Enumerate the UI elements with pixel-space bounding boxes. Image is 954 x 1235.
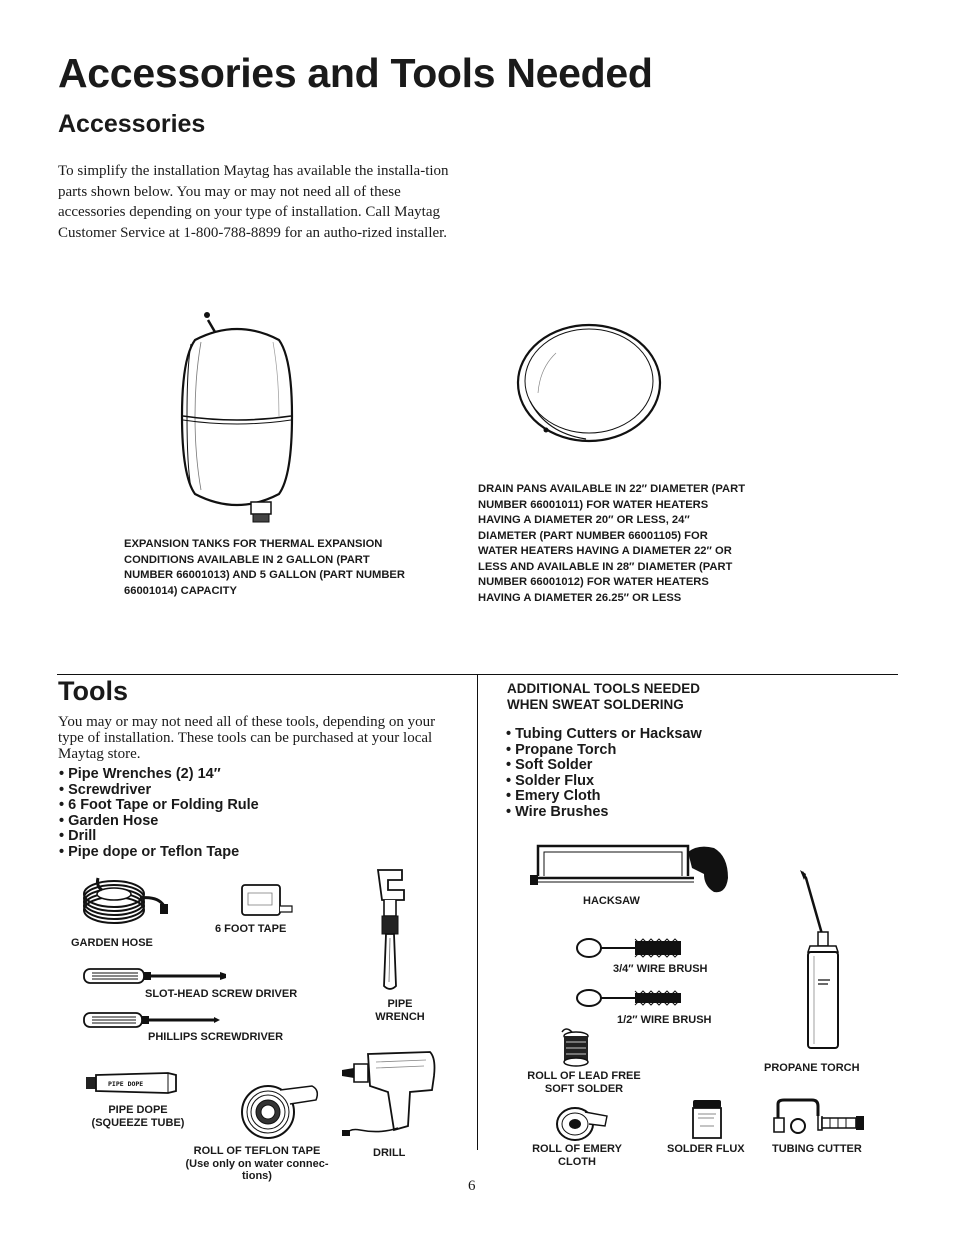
drain-pan-icon [516,323,662,445]
list-item: • Wire Brushes [506,805,702,821]
pipe-wrench-icon [374,866,414,992]
brush-34-label: 3/4″ WIRE BRUSH [613,963,708,975]
propane-torch-label: PROPANE TORCH [764,1062,860,1074]
list-item: • Tubing Cutters or Hacksaw [506,727,702,743]
emery-cloth-label [529,1143,625,1168]
hacksaw-label: HACKSAW [583,895,640,907]
list-item: • Screwdriver [59,783,259,799]
wire-brush-large-icon [575,936,685,960]
additional-heading-line: WHEN SWEAT SOLDERING [507,696,684,712]
list-item: • Pipe dope or Teflon Tape [59,845,259,861]
brush-12-label: 1/2″ WIRE BRUSH [617,1014,712,1026]
additional-heading-line: ADDITIONAL TOOLS NEEDED [507,681,701,696]
teflon-label-line: ROLL OF TEFLON TAPE [193,1145,321,1157]
solder-label-line: SOFT SOLDER [544,1082,624,1095]
list-item: • Emery Cloth [506,789,702,805]
expansion-tank-icon [175,306,300,528]
tubing-cutter-label: TUBING CUTTER [772,1143,862,1155]
emery-label-line: CLOTH [558,1155,596,1168]
drill-icon [340,1048,440,1138]
accessories-intro: To simplify the installation Maytag has available the installa-tion parts shown below. You may or may not need all of these accessories depending on your type of installation. Call Maytag Customer Service at 1-800-788-8899 for an autho-rized installer. [58,163,449,241]
solder-label [526,1070,642,1095]
wire-brush-small-icon [575,987,685,1009]
page-title: Accessories and Tools Needed [58,50,653,96]
pipe-wrench-label [374,998,426,1023]
list-item: • Drill [59,829,259,845]
pipe-dope-label-line: PIPE DOPE [108,1104,168,1116]
teflon-label-line: tions) [242,1170,272,1182]
tape-measure-icon [240,882,296,916]
solder-label-line: ROLL OF LEAD FREE [527,1070,641,1082]
drill-label: DRILL [373,1147,406,1159]
teflon-label-line: (Use only on water connec- [185,1157,329,1170]
propane-torch-icon [798,870,842,1052]
list-item: • Soft Solder [506,758,702,774]
expansion-tank-caption: EXPANSION TANKS FOR THERMAL EXPANSION CONDITIONS AVAILABLE IN 2 GALLON (PART NUMBER 66001013) AND 5 GALLON (PART NUMBER 66001014) CAPACITY [124,538,405,597]
tools-heading: Tools [58,676,128,706]
pipe-wrench-label-line: PIPE [387,998,413,1010]
slot-screwdriver-icon [82,966,228,986]
teflon-tape-icon [240,1080,324,1140]
phillips-screwdriver-label: PHILLIPS SCREWDRIVER [148,1031,284,1043]
additional-tools-heading [507,681,700,712]
pipe-wrench-label-line: WRENCH [375,1010,425,1023]
tools-intro: You may or may not need all of these tools, depending on your type of installation. These tools can be purchased at your local Maytag store. [58,714,436,762]
hacksaw-icon [528,842,732,896]
emery-label-line: ROLL OF EMERY [532,1143,622,1155]
phillips-screwdriver-icon [82,1010,222,1030]
page-number: 6 [468,1178,476,1194]
garden-hose-icon [80,876,172,928]
drain-pan-caption: DRAIN PANS AVAILABLE IN 22″ DIAMETER (PART NUMBER 66001011) FOR WATER HEATERS HAVING A DIAMETER 20″ OR LESS, 24″ DIAMETER (PART NUMBER 66001105) FOR WATER HEATERS HAVING A DIAMETER 22″ OR LESS AND AVAILABLE IN 28″ DIAMETER (PART NUMBER 66001012) FOR WATER HEATERS HAVING A DIAMETER 26.25″ OR LESS [478,483,746,604]
pipe-dope-label-line: (SQUEEZE TUBE) [91,1116,185,1129]
column-divider [477,675,478,1150]
tools-list [59,767,259,861]
accessories-heading: Accessories [58,110,206,138]
tube-print: PIPE DOPE [108,1080,144,1088]
list-item: • Pipe Wrenches (2) 14″ [59,767,259,783]
solder-roll-icon [558,1030,594,1068]
list-item: • Propane Torch [506,743,702,759]
pipe-dope-label [88,1104,188,1129]
teflon-tape-label [176,1145,338,1183]
list-item: • Solder Flux [506,774,702,790]
pipe-dope-tube-icon [84,1071,180,1095]
garden-hose-label: GARDEN HOSE [71,937,153,949]
list-item: • 6 Foot Tape or Folding Rule [59,798,259,814]
additional-tools-list [506,727,702,821]
solder-flux-icon [690,1098,724,1142]
solder-flux-label: SOLDER FLUX [667,1143,745,1155]
tubing-cutter-icon [772,1098,868,1138]
slot-screwdriver-label: SLOT-HEAD SCREW DRIVER [145,988,298,1000]
emery-cloth-icon [555,1106,611,1142]
foot-tape-label: 6 FOOT TAPE [215,923,287,935]
list-item: • Garden Hose [59,814,259,830]
